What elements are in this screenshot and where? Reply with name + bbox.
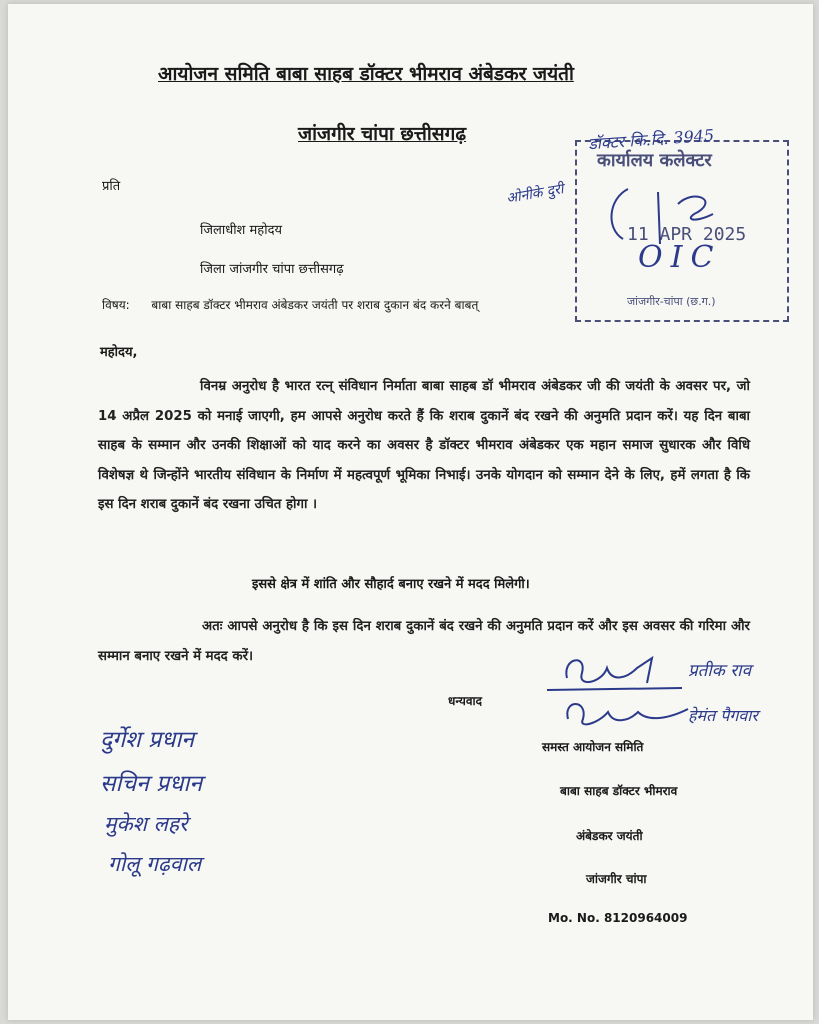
letter-page bbox=[8, 4, 813, 1020]
recipient-title: जिलाधीश महोदय bbox=[200, 223, 283, 238]
body-paragraph-3-text: अतः आपसे अनुरोध है कि इस दिन शराब दुकानें बंद रखने की अनुमति प्रदान करें और इस अवसर की गरिमा और सम्मान बनाए रखने में मदद करें। bbox=[98, 619, 750, 664]
subject-label: विषय: bbox=[102, 298, 130, 312]
subject-text: बाबा साहब डॉक्टर भीमराव अंबेडकर जयंती पर शराब दुकान बंद करने बाबत् bbox=[151, 298, 479, 312]
stamp-handwritten-mark: OIC bbox=[638, 240, 722, 275]
org-line-4: जांजगीर चांपा bbox=[586, 872, 647, 886]
prati-label: प्रति bbox=[102, 179, 121, 194]
body-paragraph-2: इससे क्षेत्र में शांति और सौहार्द बनाए रखने में मदद मिलेगी। bbox=[252, 577, 530, 592]
member-name-3: मुकेश लहरे bbox=[104, 812, 188, 836]
header-subtitle: जांजगीर चांपा छत्तीसगढ़ bbox=[298, 123, 467, 145]
side-handwritten-note: ओनीके दुरी bbox=[505, 181, 565, 207]
mobile-number: Mo. No. 8120964009 bbox=[548, 911, 688, 925]
org-line-3: अंबेडकर जयंती bbox=[576, 829, 643, 843]
thanks-text: धन्यवाद bbox=[448, 694, 483, 708]
member-name-4: गोलू गढ़वाल bbox=[108, 852, 202, 876]
salutation: महोदय, bbox=[100, 345, 138, 360]
signature-2 bbox=[558, 694, 698, 734]
signature-2-name: हेमंत पैगवार bbox=[688, 706, 758, 725]
subject-line bbox=[102, 296, 478, 313]
header-title: आयोजन समिति बाबा साहब डॉक्टर भीमराव अंबेडकर जयंती bbox=[158, 63, 574, 85]
member-name-2: सचिन प्रधान bbox=[100, 771, 203, 797]
body-paragraph-1 bbox=[98, 372, 750, 520]
stamp-scribble bbox=[598, 184, 718, 254]
stamp-title: कार्यालय कलेक्टर bbox=[597, 150, 712, 171]
signature-1 bbox=[542, 648, 692, 698]
stamp-place: जांजगीर-चांपा (छ.ग.) bbox=[627, 295, 716, 308]
member-name-1: दुर्गेश प्रधान bbox=[100, 727, 195, 753]
org-line-2: बाबा साहब डॉक्टर भीमराव bbox=[560, 784, 678, 798]
stamp-date: 11 APR 2025 bbox=[627, 224, 747, 245]
recipient-place: जिला जांजगीर चांपा छत्तीसगढ़ bbox=[200, 262, 344, 277]
stamp-handwritten-note: डॉक्टर कि.दि. 3945 bbox=[587, 125, 715, 154]
body-paragraph-1-text: विनम्र अनुरोध है भारत रत्न् संविधान निर्माता बाबा साहब डॉ भीमराव अंबेडकर जी की जयंती के अवसर पर, जो 14 अप्रैल 2025 को मनाई जाएगी, हम आपसे अनुरोध करते हैं कि शराब दुकानें बंद रखने की अनुमति प्रदान करें। यह दिन बाबा साहब के सम्मान और उनकी शिक्षाओं को याद करने का अवसर है डॉक्टर भीमराव अंबेडकर एक महान समाज सुधारक और विधि विशेषज्ञ थे जिन्होंने भारतीय संविधान के निर्माण में महत्वपूर्ण भूमिका निभाई। उनके योगदान को सम्मान देने के लिए, हमें लगता है कि इस दिन शराब दुकानें बंद रखना उचित होगा । bbox=[98, 379, 750, 512]
org-line-1: समस्त आयोजन समिति bbox=[542, 740, 644, 754]
signature-1-name: प्रतीक राव bbox=[688, 661, 752, 681]
